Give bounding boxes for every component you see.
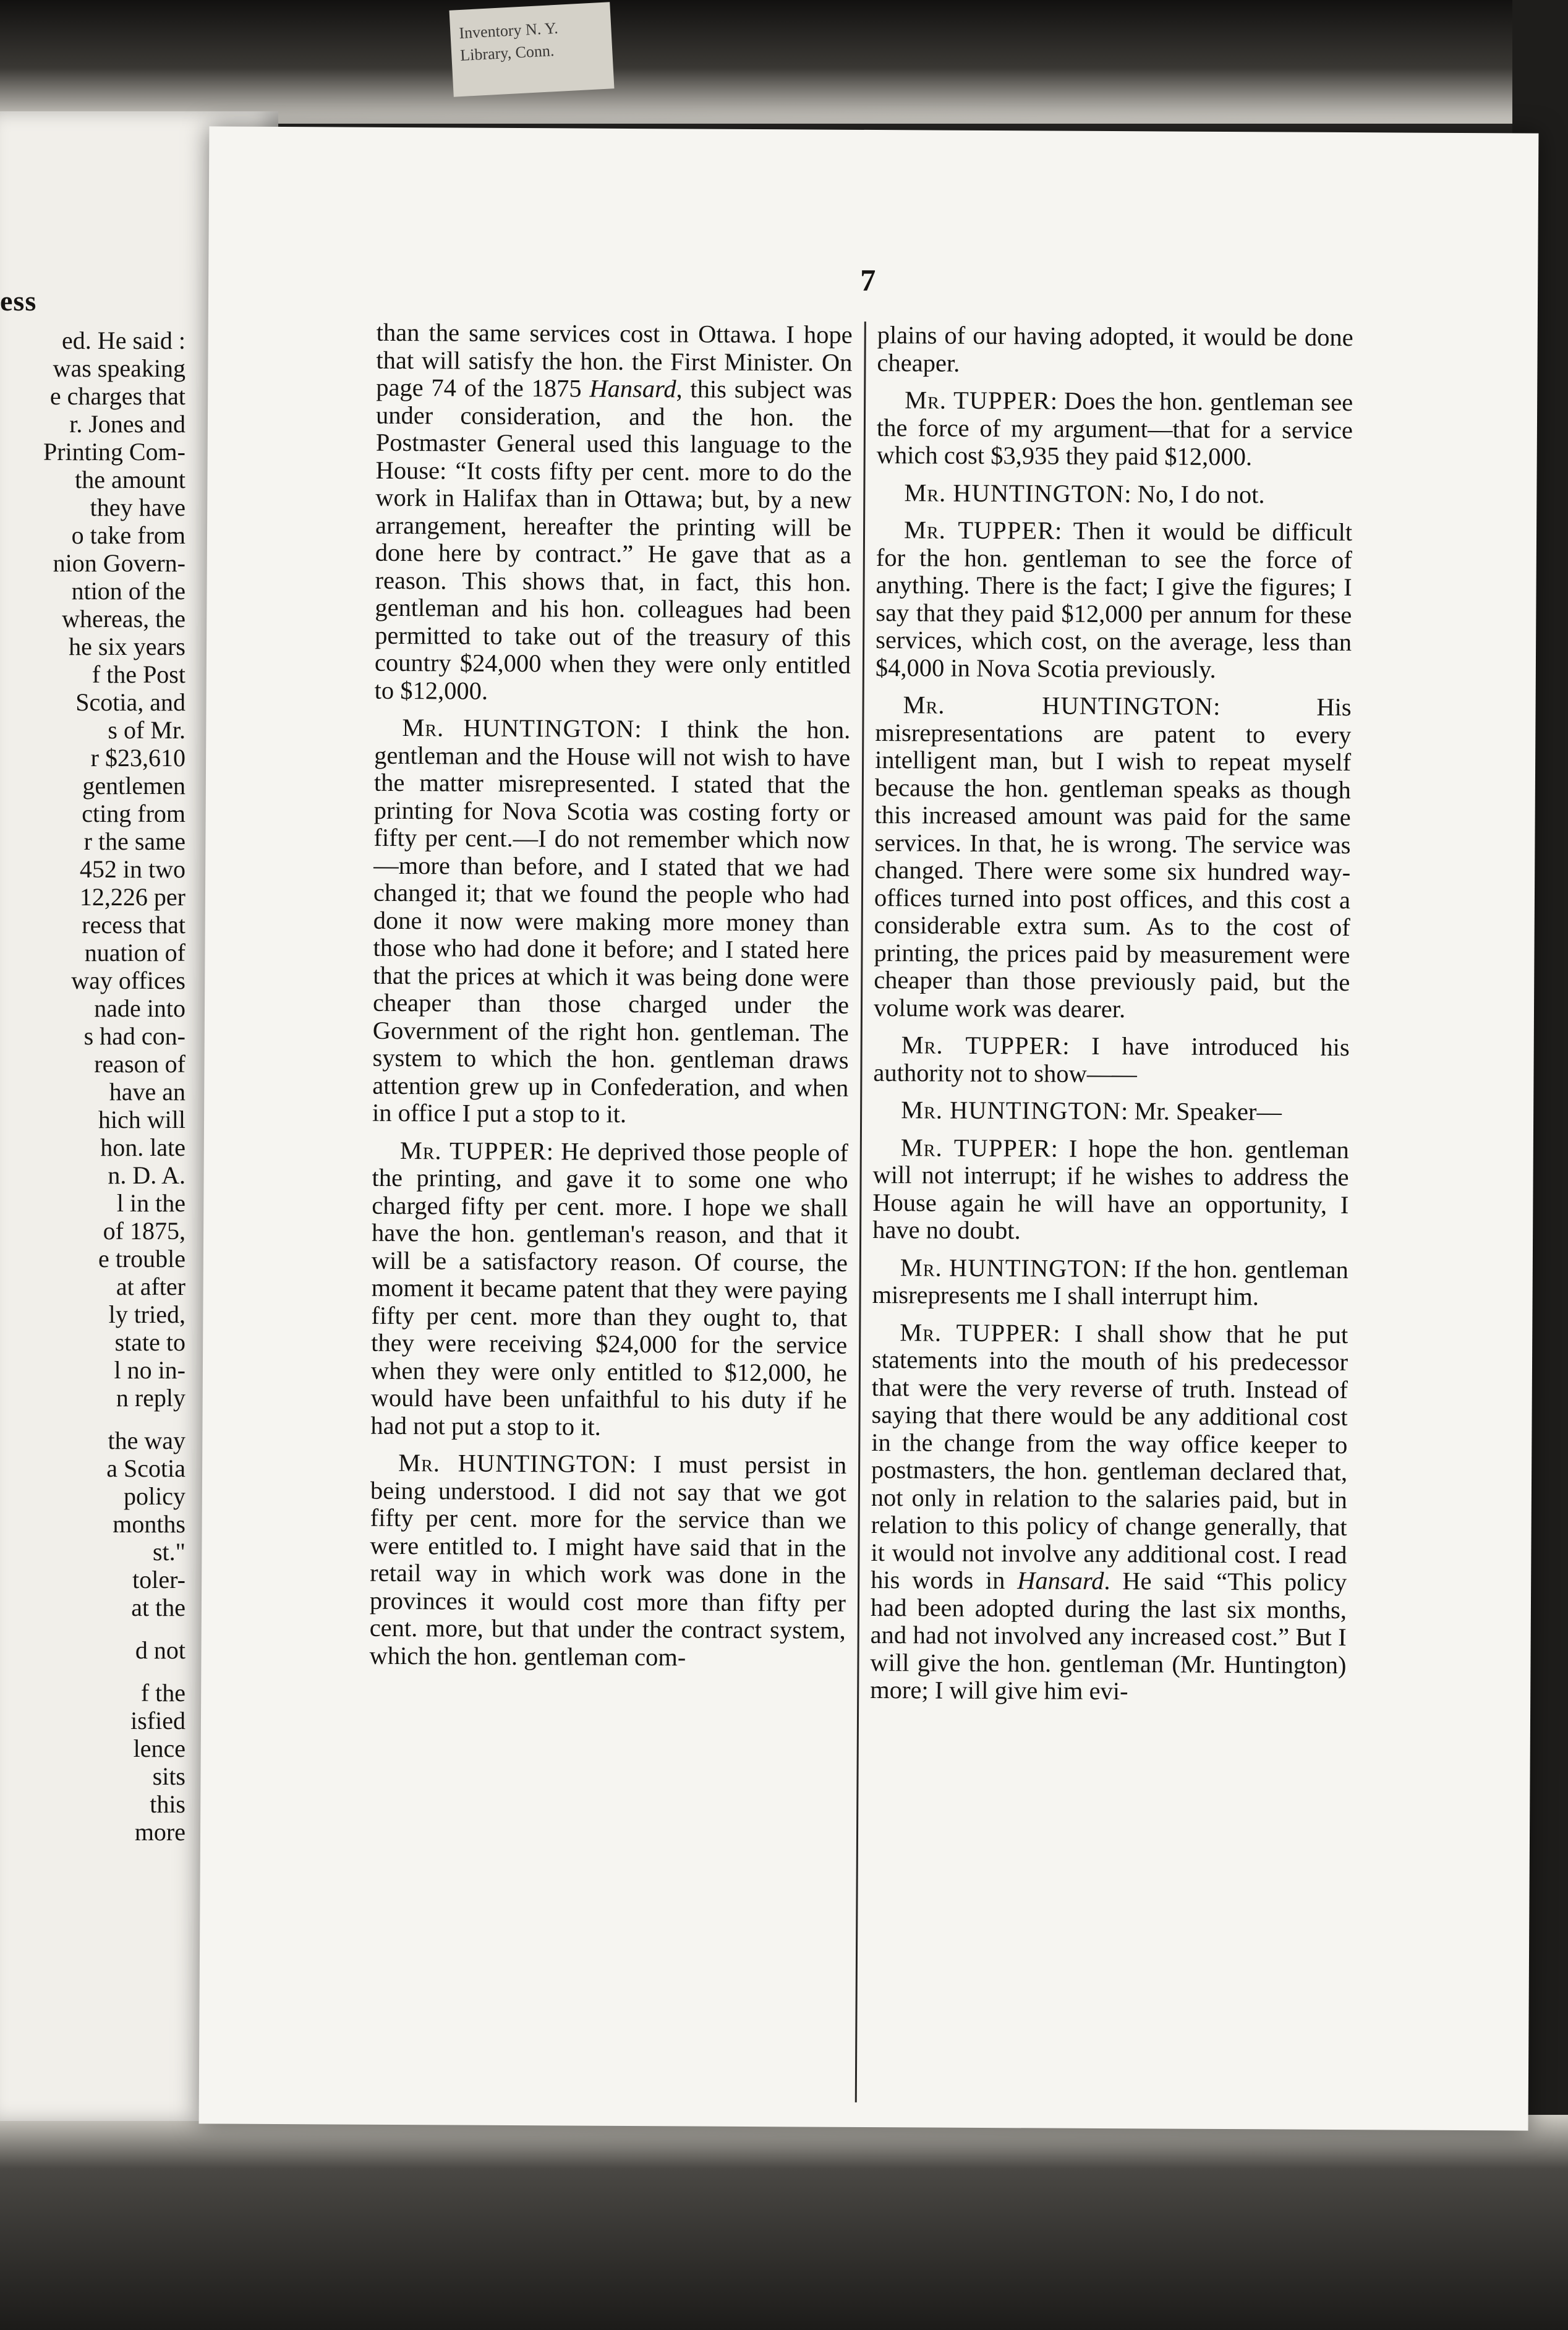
page-number: 7 [860,262,876,298]
speaker-name: Mr. HUNTINGTON [904,478,1125,508]
previous-page-line: was speaking [53,354,185,382]
previous-page-line: ntion of the [71,577,185,605]
previous-page-gap [0,1412,185,1427]
speech-paragraph [876,516,1352,684]
previous-page-line: ly tried, [108,1300,185,1328]
previous-page-line: r the same [83,827,185,855]
previous-page-line: toler- [132,1566,185,1594]
previous-page-line: a Scotia [106,1454,185,1482]
scan-background-top [0,0,1568,124]
previous-page-line: s of Mr. [108,716,185,744]
speech-text: : No, I do not. [1124,479,1265,508]
previous-page-line: have an [109,1078,185,1106]
speech-text: : I think the hon. gentleman and the House will not wish to have the matter misrepresented. I stated that the printing for Nova Scotia was costing forty or fifty per cent.—I do not remember which now—more than before, and I stated that we had changed it; that we found the people who had done it now were making more money than those who had done it before; and I stated here that the prices at which it was being done were cheaper than those charged under the Government of the right hon. gentleman. The system to which the hon. gentleman draws attention grew up in Confederation, and when in office I put a stop to it. [372,715,851,1128]
previous-page-line: st." [152,1538,185,1566]
previous-page-line: they have [90,493,185,521]
speech-text: : I shall show that he put statements into the mouth of his predecessor that were the very reverse of truth. Instead of saying that there would be any additional cost in the change from the way office keeper to postmasters, the hon. gentleman declared that, not only in relation to the salaries paid, but in relation to this policy of change generally, that it would not involve any additional cost. I read his words in Hansard. He said “This policy had been adopted during the last six months, and had not involved any increased cost.” But I will give the hon. gentleman (Mr. Huntington) more; I will give him evi- [870,1319,1349,1705]
previous-page-line: sits [152,1762,185,1790]
speaker-name: Mr. HUNTINGTON [901,1096,1122,1125]
speaker-name: Mr. HUNTINGTON [398,1449,629,1478]
speech-paragraph [375,319,853,707]
previous-page-line: 12,226 per [79,883,185,911]
previous-page-line: the amount [75,466,185,493]
right-column [870,322,1353,1717]
document-page [199,126,1539,2130]
previous-page-line: l in the [116,1189,185,1217]
previous-page-line: r $23,610 [90,744,185,772]
previous-page-line: Scotia, and [75,688,185,716]
speaker-name: Mr. HUNTINGTON [903,691,1214,720]
previous-page-line: at after [116,1273,185,1300]
column-divider [855,322,866,2102]
speech-text: : I hope the hon. gentleman will not interrupt; if he wishes to address the House again he will have an opportunity, I have no doubt. [872,1134,1349,1245]
previous-page-line: policy [124,1482,185,1510]
speaker-name: Mr. TUPPER [900,1133,1051,1163]
speech-text: than the same services cost in Ottawa. I hope that will satisfy the hon. the First Minister. On page 74 of the 1875 Hansard, this subject was under consideration, and the hon. the Postmaster General used this language to the House: “It costs fifty per cent. more to do the work in Halifax than in Ottawa; but, by a new arrangement, hereafter the printing will be done here by contract.” He gave that as a reason. This shows that, in fact, this hon. gentleman and his hon. colleagues had been permitted to take out of the treasury of this country $24,000 when they were only entitled to $12,000. [374,318,853,705]
speech-paragraph [874,691,1352,1024]
speech-text: : I have introduced his authority not to show—— [873,1031,1350,1088]
speaker-name: Mr. HUNTINGTON [900,1253,1121,1282]
previous-page-line: of 1875, [103,1217,185,1245]
previous-page-line: hich will [98,1106,185,1133]
previous-page-line: e charges that [49,382,185,410]
speech-text: : I must persist in being understood. I did not say that we got fifty per cent. more for the service than we were entitled to. I might have said that in the retail way in which work was done in the provinces it would cost more than fifty per cent. more, but that under the contract system, which the hon. gentleman com- [369,1449,847,1671]
speaker-name: Mr. HUNTINGTON [402,714,635,743]
previous-page-line: nion Govern- [53,549,185,577]
speech-text: : Then it would be difficult for the hon. gentleman to see the force of anything. There is the fact; I give the figures; I say that they paid $12,000 per annum for these services, which cost, on the average, less than $4,000 in Nova Scotia previously. [875,516,1353,683]
previous-page-gap [0,1621,185,1636]
speech-paragraph [877,322,1353,379]
previous-page-line: he six years [69,633,185,660]
previous-page-line: f the Post [92,660,185,688]
previous-page-line: e trouble [98,1245,185,1273]
speech-paragraph [872,1254,1348,1312]
previous-page-line: state to [114,1328,185,1356]
speech-paragraph [370,1137,848,1442]
speech-paragraph [872,1134,1349,1247]
previous-page-line: s had con- [83,1022,185,1050]
previous-page-line: r. Jones and [69,410,185,438]
speech-paragraph [873,1096,1349,1127]
speech-paragraph [876,479,1352,510]
speech-text: : Does the hon. gentleman see the force of my argument—that for a service which cost $3,935 they paid $12,000. [876,386,1353,471]
previous-page-line: at the [131,1594,185,1621]
speech-text: : If the hon. gentleman misrepresents me I shall interrupt him. [872,1254,1349,1311]
previous-page-line: hon. late [100,1133,185,1161]
stamp-line: Library, Conn. [459,41,555,65]
previous-page-line: this [150,1790,185,1818]
speech-paragraph [873,1031,1349,1089]
speech-paragraph [372,714,850,1130]
previous-page-line: more [134,1818,185,1846]
scan-background-bottom [0,2115,1568,2330]
previous-page-line: reason of [94,1050,185,1078]
stamp-line: Inventory N. Y. [458,19,559,43]
previous-page-gap [0,1664,185,1679]
speech-text: : His misrepresentations are patent to every intelligent man, but I wish to repeat myself because the hon. gentleman speaks as though this increased amount was paid for the same services. In that, he is wrong. The service was changed. There were some six hundred way-offices turned into post offices, and this cost a considerable extra sum. As to the cost of printing, the prices paid by measurement were cheaper than those previously paid, but the volume work was dearer. [873,692,1352,1023]
previous-page-line: months [113,1510,185,1538]
previous-page-line: o take from [71,521,185,549]
previous-page-line: 452 in two [79,855,185,883]
previous-page-line: lence [133,1735,185,1762]
speech-paragraph [870,1319,1348,1707]
previous-page-line: recess that [82,911,185,939]
speaker-name: Mr. TUPPER [901,1031,1063,1060]
previous-page-line: f the [140,1679,185,1707]
speaker-name: Mr. TUPPER [900,1318,1054,1347]
speaker-name: Mr. TUPPER [905,386,1050,415]
previous-page-line: n reply [116,1384,185,1412]
previous-page-line: d not [135,1636,185,1664]
previous-page-line: gentlemen [82,772,185,800]
previous-page-line: nuation of [84,939,185,967]
speaker-name: Mr. TUPPER [903,516,1055,545]
speech-text: : Mr. Speaker— [1120,1097,1282,1126]
previous-page-line: way offices [71,967,185,994]
speech-paragraph [877,386,1353,472]
previous-page-line: n. D. A. [108,1161,185,1189]
speech-text: plains of our having adopted, it would be done cheaper. [877,321,1353,377]
speaker-name: Mr. TUPPER [399,1136,547,1165]
previous-page-line: Printing Com- [43,438,185,466]
speech-text: : He deprived those people of the printing, and gave it to some one who charged fifty per cent. more. I hope we shall have the hon. gentleman's reason, and that it will be a satisfactory reason. Of course, the moment it became patent that they were paying fifty per cent. more than they ought to, that they were receiving $24,000 for the service when they were only entitled to $12,000, he would have been unfaithful to his duty if he had not put a stop to it. [370,1137,848,1441]
speech-paragraph [369,1449,846,1672]
previous-page-heading: ess [0,285,37,317]
previous-page-line: l no in- [114,1356,185,1384]
previous-page-line: nade into [94,994,185,1022]
previous-page-line: ed. He said : [62,326,185,354]
left-column [369,319,853,1682]
previous-page-lines [0,326,185,1846]
library-stamp [450,2,615,96]
previous-page-line: isfied [130,1707,185,1735]
previous-page-line: whereas, the [62,605,185,633]
previous-page-line: the way [108,1427,185,1454]
previous-page-line: cting from [82,800,185,827]
